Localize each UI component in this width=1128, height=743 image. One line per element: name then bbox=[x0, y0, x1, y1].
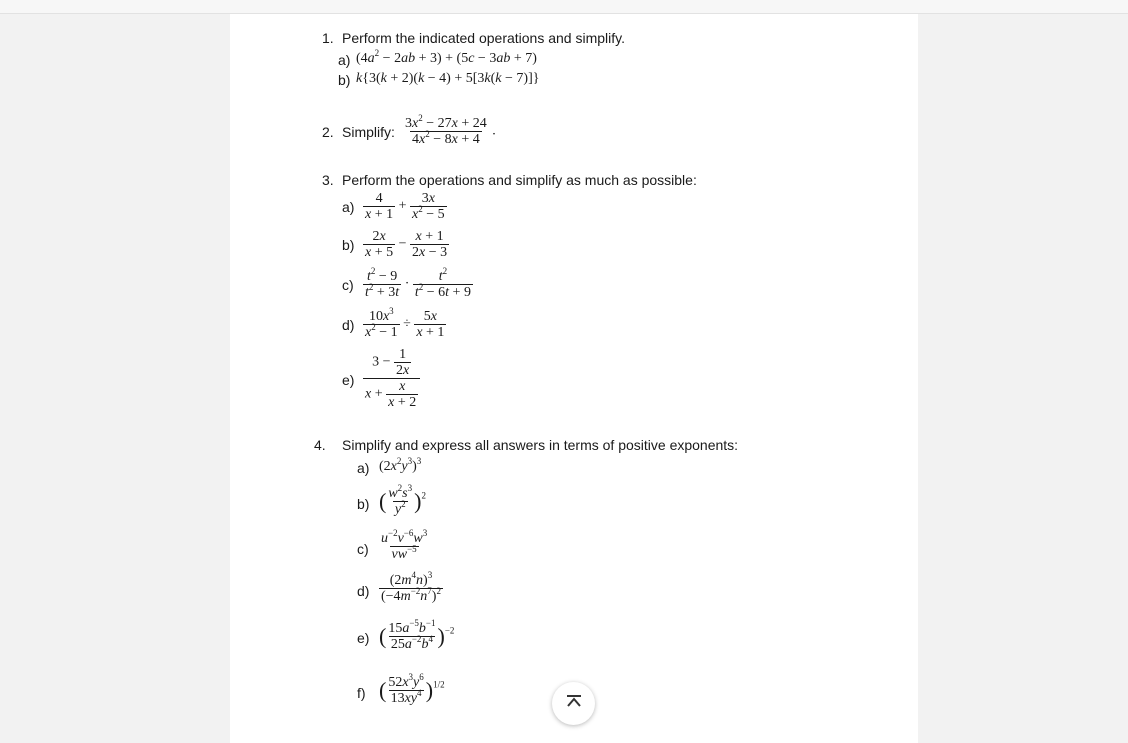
q4-a-expression: $(2x^2y^3)^3$ bbox=[379, 456, 422, 474]
document-page bbox=[230, 14, 918, 743]
q3-e-expression: 3 − $\frac{1}{2x}$ x + $\frac{x}{x + 2}$ bbox=[363, 347, 420, 410]
scroll-to-top-icon bbox=[565, 694, 583, 713]
q2-expression: $\frac{3x^2 - 27x + 24}{4x^2 - 8x + 4}$ . bbox=[405, 113, 496, 147]
top-toolbar bbox=[0, 0, 1128, 14]
q3-e-label: e) bbox=[342, 372, 355, 388]
q1-a-expression: $(4a^2 - 2ab + 3) + (5c - 3ab + 7)$ bbox=[356, 48, 537, 66]
q4-b-expression: ( $\frac{w^2s^3}{y^2}$ )$^2$ bbox=[379, 483, 426, 517]
q3-prompt: Perform the operations and simplify as much as possible: bbox=[342, 172, 697, 188]
q1-a-label: a) bbox=[338, 52, 351, 68]
q4-a-label: a) bbox=[357, 460, 370, 476]
q4-prompt: Simplify and express all answers in terms of positive exponents: bbox=[342, 437, 739, 453]
q4-d-label: d) bbox=[357, 583, 370, 599]
q1-prompt: Perform the indicated operations and simplify. bbox=[342, 30, 625, 46]
q3-b-expression: $\frac{2x}{x + 5}$ − $\frac{x + 1}{2x - 3}$ bbox=[365, 229, 448, 260]
q4-number: 4. bbox=[314, 437, 326, 453]
q3-b-label: b) bbox=[342, 237, 355, 253]
scroll-to-top-button[interactable] bbox=[552, 682, 595, 725]
q3-d-expression: $\frac{10x^3}{x^2 - 1}$ ÷ $\frac{5x}{x + 1}$ bbox=[365, 306, 445, 340]
q3-a-expression: $\frac{4}{x + 1}$ + $\frac{3x}{x^2 - 5}$ bbox=[365, 191, 445, 222]
q4-f-label: f) bbox=[357, 685, 366, 701]
q4-e-label: e) bbox=[357, 630, 370, 646]
q3-number: 3. bbox=[322, 172, 334, 188]
q4-e-expression: ( $\frac{15a^{-5}b^{-1}}{25a^{-2}b^4}$ )$^{-2}$ bbox=[379, 618, 455, 652]
q3-c-label: c) bbox=[342, 277, 354, 293]
q1-b-expression: k{3(k + 2)(k − 4) + 5[3k(k − 7)]} bbox=[356, 71, 540, 86]
q4-c-expression: $\frac{u^{-2}v^{-6}w^3}{vw^{-5}}$ bbox=[381, 528, 428, 562]
q4-c-label: c) bbox=[357, 541, 369, 557]
q4-f-expression: ( $\frac{52x^3y^6}{13xy^4}$ )$^{1/2}$ bbox=[379, 672, 445, 706]
q3-c-expression: $\frac{t^2 - 9}{t^2 + 3t}$ · $\frac{t^2}{t^2 - 6t + 9}$ bbox=[365, 266, 471, 300]
q2-prompt: Simplify: bbox=[342, 124, 395, 140]
q2-number: 2. bbox=[322, 124, 334, 140]
q4-d-expression: $\frac{(2m^4n)^3}{(-4m^{-2}n^7)^2}$ bbox=[381, 570, 441, 604]
q3-d-label: d) bbox=[342, 317, 355, 333]
q1-number: 1. bbox=[322, 30, 334, 46]
q3-a-label: a) bbox=[342, 199, 355, 215]
q1-b-label: b) bbox=[338, 72, 351, 88]
q4-b-label: b) bbox=[357, 496, 370, 512]
